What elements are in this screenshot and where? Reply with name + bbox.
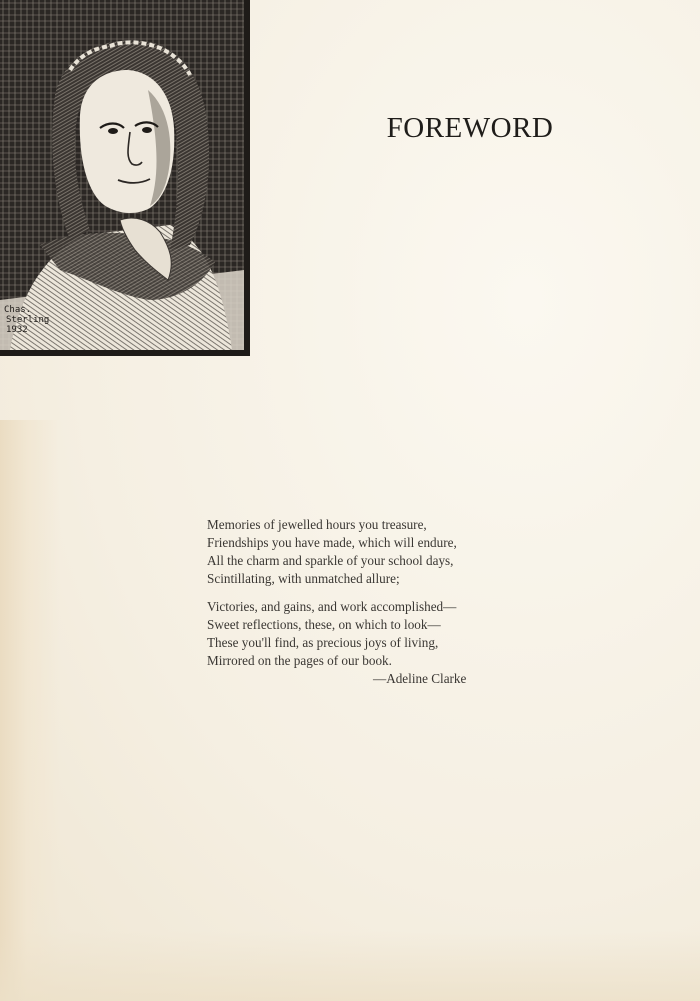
poem-author: —Adeline Clarke	[373, 671, 467, 686]
poem-line: These you'll find, as precious joys of living,	[207, 635, 439, 650]
poem-line: Victories, and gains, and work accomplished—	[207, 599, 457, 614]
poem-stanza-1	[207, 516, 507, 588]
svg-text:Sterling: Sterling	[6, 315, 50, 325]
poem-line: All the charm and sparkle of your school days,	[207, 553, 454, 568]
svg-text:1932: 1932	[6, 325, 28, 335]
paper-stain-left	[0, 420, 60, 1001]
artist-signature: Chas.	[4, 305, 32, 315]
portrait-drawing	[0, 0, 250, 356]
poem-line: Mirrored on the pages of our book.	[207, 653, 392, 668]
portrait-illustration	[0, 0, 250, 356]
poem	[207, 516, 507, 698]
poem-line: Friendships you have made, which will endure,	[207, 535, 457, 550]
poem-line: Sweet reflections, these, on which to look—	[207, 617, 441, 632]
poem-line: Scintillating, with unmatched allure;	[207, 571, 400, 586]
poem-line: Memories of jewelled hours you treasure,	[207, 517, 427, 532]
poem-stanza-2	[207, 598, 507, 688]
page-title: FOREWORD	[386, 112, 554, 144]
paper-stain-bottom	[0, 931, 700, 1001]
